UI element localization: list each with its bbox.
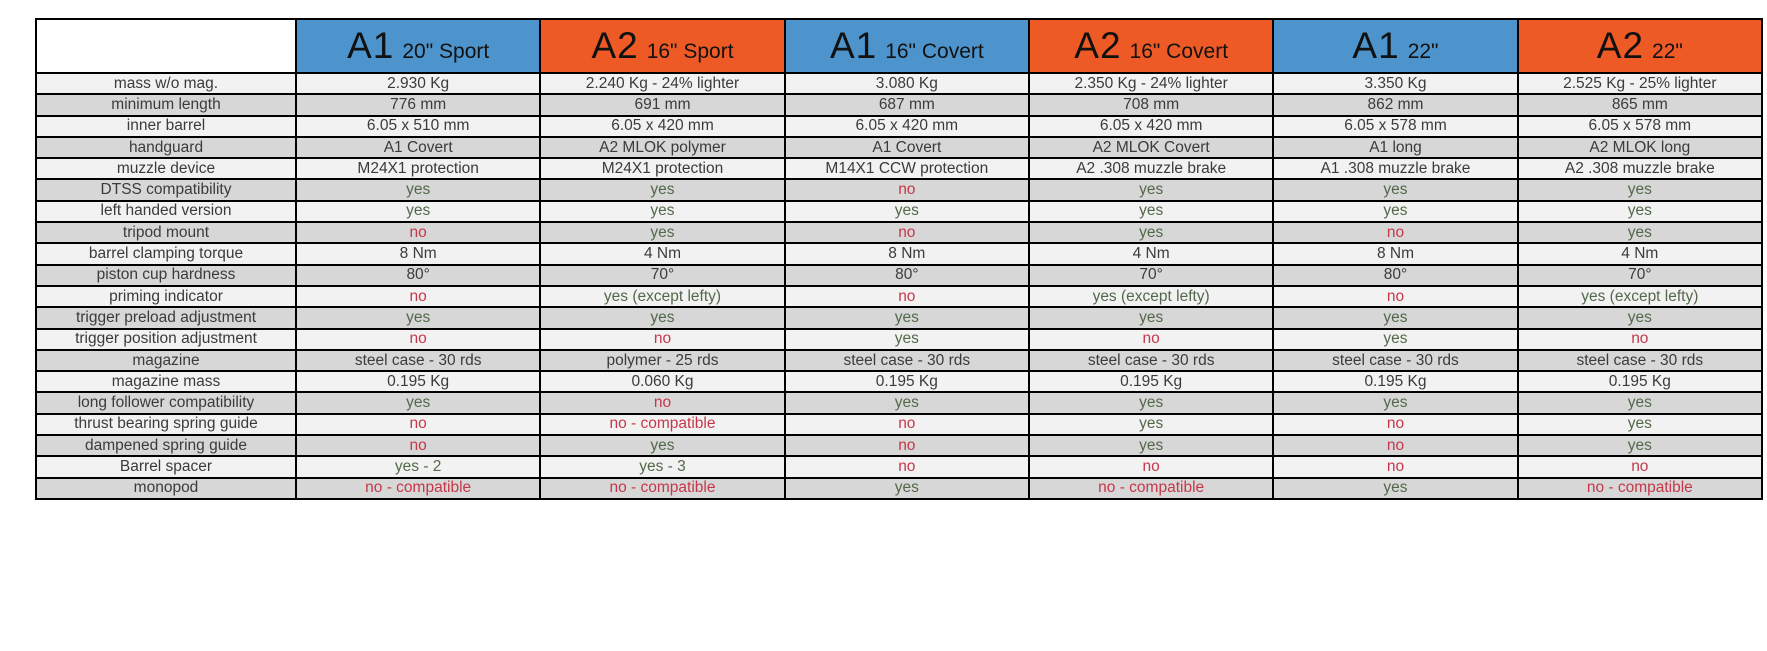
spec-value-cell: yes (except lefty) — [1029, 286, 1273, 307]
spec-value-cell: no — [1273, 435, 1517, 456]
spec-value-cell: 4 Nm — [1518, 243, 1762, 264]
spec-value-cell: 691 mm — [540, 94, 784, 115]
spec-value-cell: yes - 2 — [296, 456, 540, 477]
spec-value-cell: steel case - 30 rds — [785, 350, 1029, 371]
table-row — [36, 158, 1762, 179]
spec-value-cell: no — [1273, 414, 1517, 435]
row-label: priming indicator — [36, 286, 296, 307]
column-header-a2-4 — [1029, 19, 1273, 73]
table-row — [36, 307, 1762, 328]
spec-value-cell: 4 Nm — [540, 243, 784, 264]
spec-value-cell: 70° — [1518, 265, 1762, 286]
model-variant: 16" Covert — [885, 40, 984, 63]
table-row — [36, 265, 1762, 286]
spec-value-cell: 8 Nm — [296, 243, 540, 264]
table-row — [36, 137, 1762, 158]
table-row — [36, 201, 1762, 222]
table-row — [36, 371, 1762, 392]
spec-value-cell: yes — [296, 307, 540, 328]
row-label: monopod — [36, 478, 296, 499]
spec-value-cell: no — [1029, 329, 1273, 350]
column-header-a1-5 — [1273, 19, 1517, 73]
spec-value-cell: A1 Covert — [785, 137, 1029, 158]
spec-value-cell: yes — [1029, 222, 1273, 243]
spec-value-cell: steel case - 30 rds — [1518, 350, 1762, 371]
column-header-a1-3 — [785, 19, 1029, 73]
spec-value-cell: A2 MLOK Covert — [1029, 137, 1273, 158]
model-name: A1 — [347, 25, 395, 66]
row-label: dampened spring guide — [36, 435, 296, 456]
spec-value-cell: 0.060 Kg — [540, 371, 784, 392]
spec-value-cell: yes — [1029, 201, 1273, 222]
spec-value-cell: A2 .308 muzzle brake — [1029, 158, 1273, 179]
row-label: barrel clamping torque — [36, 243, 296, 264]
spec-value-cell: yes — [785, 307, 1029, 328]
spec-value-cell: yes — [785, 478, 1029, 499]
spec-value-cell: no — [1518, 456, 1762, 477]
spec-value-cell: no - compatible — [296, 478, 540, 499]
spec-value-cell: yes — [785, 329, 1029, 350]
spec-value-cell: 3.080 Kg — [785, 73, 1029, 94]
table-row — [36, 414, 1762, 435]
row-label: magazine mass — [36, 371, 296, 392]
spec-value-cell: yes — [540, 201, 784, 222]
spec-value-cell: yes (except lefty) — [540, 286, 784, 307]
spec-value-cell: A1 long — [1273, 137, 1517, 158]
model-name: A1 — [1352, 25, 1400, 66]
spec-value-cell: yes — [540, 435, 784, 456]
spec-value-cell: M24X1 protection — [296, 158, 540, 179]
spec-value-cell: no — [296, 222, 540, 243]
spec-value-cell: polymer - 25 rds — [540, 350, 784, 371]
spec-value-cell: A2 .308 muzzle brake — [1518, 158, 1762, 179]
row-label: handguard — [36, 137, 296, 158]
spec-value-cell: no - compatible — [1518, 478, 1762, 499]
spec-value-cell: 6.05 x 578 mm — [1518, 116, 1762, 137]
row-label: long follower compatibility — [36, 392, 296, 413]
table-row — [36, 222, 1762, 243]
spec-value-cell: 6.05 x 420 mm — [785, 116, 1029, 137]
spec-value-cell: 2.350 Kg - 24% lighter — [1029, 73, 1273, 94]
spec-value-cell: 0.195 Kg — [785, 371, 1029, 392]
spec-value-cell: 80° — [785, 265, 1029, 286]
spec-value-cell: yes — [296, 201, 540, 222]
spec-value-cell: A1 Covert — [296, 137, 540, 158]
model-name: A2 — [591, 25, 639, 66]
spec-value-cell: yes — [1518, 222, 1762, 243]
table-row — [36, 392, 1762, 413]
spec-value-cell: 776 mm — [296, 94, 540, 115]
row-label: DTSS compatibility — [36, 179, 296, 200]
table-row — [36, 94, 1762, 115]
spec-value-cell: A1 .308 muzzle brake — [1273, 158, 1517, 179]
spec-value-cell: 687 mm — [785, 94, 1029, 115]
table-row — [36, 73, 1762, 94]
spec-value-cell: yes — [1273, 201, 1517, 222]
spec-value-cell: 0.195 Kg — [1029, 371, 1273, 392]
column-header-a2-6 — [1518, 19, 1762, 73]
spec-value-cell: yes — [1518, 307, 1762, 328]
model-variant: 16" Covert — [1129, 40, 1229, 63]
spec-value-cell: M14X1 CCW protection — [785, 158, 1029, 179]
spec-value-cell: 3.350 Kg — [1273, 73, 1517, 94]
spec-value-cell: yes — [296, 179, 540, 200]
spec-value-cell: 70° — [540, 265, 784, 286]
spec-value-cell: yes — [1029, 392, 1273, 413]
spec-value-cell: no — [785, 414, 1029, 435]
spec-value-cell: 6.05 x 510 mm — [296, 116, 540, 137]
spec-value-cell: yes — [1273, 392, 1517, 413]
row-label: trigger preload adjustment — [36, 307, 296, 328]
spec-value-cell: no — [1273, 456, 1517, 477]
row-label: muzzle device — [36, 158, 296, 179]
table-row — [36, 286, 1762, 307]
spec-value-cell: 708 mm — [1029, 94, 1273, 115]
spec-value-cell: no — [1273, 222, 1517, 243]
spec-value-cell: 6.05 x 420 mm — [1029, 116, 1273, 137]
spec-value-cell: yes — [1273, 179, 1517, 200]
row-label: trigger position adjustment — [36, 329, 296, 350]
spec-value-cell: 4 Nm — [1029, 243, 1273, 264]
spec-value-cell: yes - 3 — [540, 456, 784, 477]
spec-value-cell: yes — [1518, 392, 1762, 413]
spec-value-cell: yes — [540, 222, 784, 243]
spec-value-cell: yes — [296, 392, 540, 413]
row-label: thrust bearing spring guide — [36, 414, 296, 435]
model-name: A2 — [1074, 25, 1122, 66]
spec-value-cell: yes — [1029, 414, 1273, 435]
spec-value-cell: yes (except lefty) — [1518, 286, 1762, 307]
spec-value-cell: 8 Nm — [785, 243, 1029, 264]
row-label: magazine — [36, 350, 296, 371]
spec-value-cell: 70° — [1029, 265, 1273, 286]
spec-value-cell: no — [540, 329, 784, 350]
spec-value-cell: no — [785, 286, 1029, 307]
table-row — [36, 329, 1762, 350]
model-variant: 20" Sport — [402, 40, 490, 63]
model-variant: 22" — [1652, 40, 1683, 63]
spec-value-cell: yes — [1518, 435, 1762, 456]
row-label: tripod mount — [36, 222, 296, 243]
spec-value-cell: yes — [1518, 414, 1762, 435]
spec-value-cell: no — [785, 435, 1029, 456]
spec-value-cell: no — [785, 179, 1029, 200]
table-header-row — [36, 19, 1762, 73]
spec-value-cell: 2.930 Kg — [296, 73, 540, 94]
table-row — [36, 478, 1762, 499]
spec-value-cell: no — [540, 392, 784, 413]
row-label: piston cup hardness — [36, 265, 296, 286]
spec-value-cell: yes — [540, 307, 784, 328]
spec-value-cell: no — [785, 222, 1029, 243]
spec-value-cell: yes — [1273, 478, 1517, 499]
spec-value-cell: yes — [1029, 179, 1273, 200]
spec-value-cell: 862 mm — [1273, 94, 1517, 115]
spec-value-cell: 6.05 x 420 mm — [540, 116, 784, 137]
spec-value-cell: no — [1029, 456, 1273, 477]
spec-value-cell: 0.195 Kg — [296, 371, 540, 392]
table-row — [36, 456, 1762, 477]
model-variant: 16" Sport — [646, 40, 734, 63]
spec-value-cell: no - compatible — [540, 414, 784, 435]
spec-value-cell: yes — [1273, 307, 1517, 328]
spec-value-cell: M24X1 protection — [540, 158, 784, 179]
row-label: Barrel spacer — [36, 456, 296, 477]
spec-value-cell: yes — [1029, 307, 1273, 328]
spec-value-cell: no - compatible — [540, 478, 784, 499]
spec-value-cell: 2.240 Kg - 24% lighter — [540, 73, 784, 94]
table-row — [36, 350, 1762, 371]
spec-value-cell: yes — [785, 201, 1029, 222]
table-body — [36, 73, 1762, 499]
spec-value-cell: 865 mm — [1518, 94, 1762, 115]
spec-value-cell: yes — [785, 392, 1029, 413]
table-row — [36, 243, 1762, 264]
spec-value-cell: no — [1273, 286, 1517, 307]
spec-value-cell: yes — [1273, 329, 1517, 350]
model-name: A1 — [829, 25, 878, 66]
column-header-a2-2 — [540, 19, 784, 73]
column-header-a1-1 — [296, 19, 540, 73]
spec-value-cell: no — [296, 435, 540, 456]
spec-value-cell: no - compatible — [1029, 478, 1273, 499]
spec-value-cell: yes — [1518, 201, 1762, 222]
spec-value-cell: no — [296, 414, 540, 435]
table-row — [36, 116, 1762, 137]
spec-value-cell: steel case - 30 rds — [296, 350, 540, 371]
spec-value-cell: yes — [1029, 435, 1273, 456]
row-label: left handed version — [36, 201, 296, 222]
spec-value-cell: 8 Nm — [1273, 243, 1517, 264]
spec-value-cell: 6.05 x 578 mm — [1273, 116, 1517, 137]
spec-value-cell: yes — [540, 179, 784, 200]
spec-value-cell: steel case - 30 rds — [1273, 350, 1517, 371]
row-label: minimum length — [36, 94, 296, 115]
table-row — [36, 435, 1762, 456]
spec-value-cell: no — [296, 329, 540, 350]
spec-value-cell: no — [296, 286, 540, 307]
table-row — [36, 179, 1762, 200]
model-variant: 22" — [1407, 40, 1439, 63]
spec-value-cell: 80° — [296, 265, 540, 286]
spec-value-cell: 2.525 Kg - 25% lighter — [1518, 73, 1762, 94]
spec-value-cell: no — [785, 456, 1029, 477]
spec-value-cell: 0.195 Kg — [1273, 371, 1517, 392]
model-name: A2 — [1596, 25, 1645, 66]
rifle-spec-comparison-table — [35, 18, 1763, 500]
spec-value-cell: steel case - 30 rds — [1029, 350, 1273, 371]
row-label: mass w/o mag. — [36, 73, 296, 94]
spec-value-cell: 0.195 Kg — [1518, 371, 1762, 392]
spec-value-cell: A2 MLOK long — [1518, 137, 1762, 158]
spec-value-cell: no — [1518, 329, 1762, 350]
spec-value-cell: 80° — [1273, 265, 1517, 286]
corner-blank-cell — [36, 19, 296, 73]
spec-value-cell: yes — [1518, 179, 1762, 200]
row-label: inner barrel — [36, 116, 296, 137]
spec-value-cell: A2 MLOK polymer — [540, 137, 784, 158]
